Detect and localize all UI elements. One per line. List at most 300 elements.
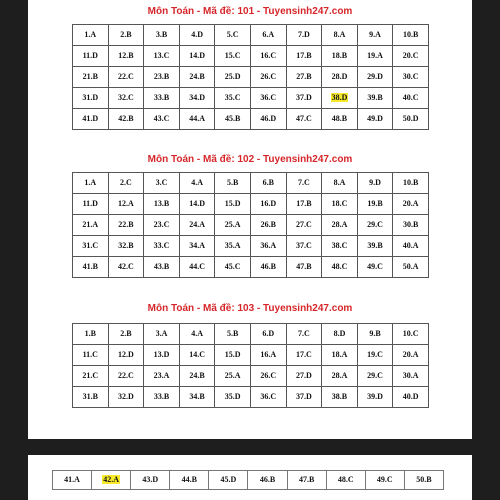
- answer-cell: [108, 67, 144, 88]
- table-row: [73, 67, 429, 88]
- answer-text: 21.A: [82, 220, 99, 229]
- answer-cell: [73, 173, 109, 194]
- answer-text: 37.D: [295, 392, 312, 401]
- answer-text: 20.A: [402, 350, 419, 359]
- answer-text: 46.B: [259, 475, 276, 484]
- answer-text: 10.C: [402, 329, 419, 338]
- answer-text: 32.D: [118, 392, 134, 401]
- answer-cell: [322, 46, 358, 67]
- answer-cell: [73, 194, 109, 215]
- answer-cell: [250, 324, 286, 345]
- answer-cell: [250, 257, 286, 278]
- answer-cell: [250, 109, 286, 130]
- answer-cell: [404, 471, 443, 490]
- answer-cell: [73, 88, 109, 109]
- answer-text: 22.C: [118, 371, 134, 380]
- answer-cell: [287, 471, 326, 490]
- answer-cell: [179, 173, 215, 194]
- answer-cell: [92, 471, 131, 490]
- answer-cell: [179, 324, 215, 345]
- answer-text: 16.C: [260, 51, 277, 60]
- answer-cell: [144, 25, 180, 46]
- answer-cell: [322, 194, 358, 215]
- answer-cell: [357, 324, 393, 345]
- answer-text: 50.B: [416, 475, 432, 484]
- answer-text: 15.C: [224, 51, 241, 60]
- answer-text: 47.B: [296, 262, 312, 271]
- answer-cell: [357, 236, 393, 257]
- answer-cell: [286, 88, 322, 109]
- answer-cell: [179, 236, 215, 257]
- answer-text: 40.D: [402, 392, 419, 401]
- answer-cell: [215, 173, 251, 194]
- answer-cell: [393, 173, 429, 194]
- answer-text: 18.A: [331, 350, 348, 359]
- answer-text: 33.B: [153, 93, 170, 102]
- answer-cell: [215, 25, 251, 46]
- answer-cell: [322, 67, 358, 88]
- answer-text: 11.D: [82, 51, 98, 60]
- answer-cell: [215, 345, 251, 366]
- answer-text: 39.B: [367, 93, 383, 102]
- answer-cell: [179, 67, 215, 88]
- answer-text: 1.A: [84, 178, 97, 187]
- answer-text: 42.B: [118, 114, 134, 123]
- answer-cell: [73, 109, 109, 130]
- answer-text: 1.A: [84, 30, 97, 39]
- answer-cell: [73, 67, 109, 88]
- answer-text: 32.C: [118, 93, 134, 102]
- answer-text: 48.C: [331, 262, 348, 271]
- answer-cell: [108, 366, 144, 387]
- answer-cell: [215, 46, 251, 67]
- table-row: [53, 471, 444, 490]
- answer-cell: [250, 194, 286, 215]
- answer-text: 50.D: [402, 114, 419, 123]
- answer-cell: [357, 345, 393, 366]
- answer-table-partial: [52, 470, 444, 490]
- answer-cell: [108, 194, 144, 215]
- answer-text: 41.D: [82, 114, 99, 123]
- answer-text: 43.B: [153, 262, 170, 271]
- answer-text: 27.D: [295, 371, 312, 380]
- answer-text: 23.B: [153, 72, 170, 81]
- answer-cell: [215, 324, 251, 345]
- answer-text: 8.A: [333, 30, 346, 39]
- answer-cell: [393, 67, 429, 88]
- answer-cell: [73, 257, 109, 278]
- answer-text: 7.C: [297, 329, 310, 338]
- answer-cell: [393, 194, 429, 215]
- answer-cell: [179, 88, 215, 109]
- answer-text: 28.A: [331, 371, 348, 380]
- table-row: [73, 236, 429, 257]
- answer-text: 37.D: [295, 93, 312, 102]
- answer-cell: [393, 366, 429, 387]
- answer-cell: [144, 109, 180, 130]
- answer-text: 11.C: [82, 350, 98, 359]
- answer-cell: [322, 324, 358, 345]
- table-row: [73, 194, 429, 215]
- answer-cell: [108, 215, 144, 236]
- answer-cell: [250, 366, 286, 387]
- code-102-title: Môn Toán - Mã đề: 102 - Tuyensinh247.com: [147, 154, 353, 165]
- answer-text: 16.A: [260, 350, 277, 359]
- answer-text: 10.B: [403, 30, 419, 39]
- answer-text: 6.D: [262, 329, 275, 338]
- answer-cell: [144, 236, 180, 257]
- answer-cell: [179, 257, 215, 278]
- answer-cell: [73, 25, 109, 46]
- answer-cell: [357, 194, 393, 215]
- answer-cell: [286, 194, 322, 215]
- answer-text: 21.C: [82, 371, 99, 380]
- answer-cell: [209, 471, 248, 490]
- answer-text: 11.D: [82, 199, 98, 208]
- answer-cell: [286, 324, 322, 345]
- answer-cell: [322, 25, 358, 46]
- answer-text: 16.D: [260, 199, 277, 208]
- answer-cell: [108, 88, 144, 109]
- answer-cell: [73, 236, 109, 257]
- answer-text: 2.B: [120, 30, 132, 39]
- answer-text: 27.C: [295, 220, 312, 229]
- answer-cell: [322, 345, 358, 366]
- answer-text: 24.A: [189, 220, 205, 229]
- table-row: [73, 173, 429, 194]
- answer-cell: [215, 387, 251, 408]
- answer-cell: [357, 215, 393, 236]
- answer-cell: [215, 215, 251, 236]
- answer-text: 46.B: [260, 262, 276, 271]
- answer-text: 45.B: [225, 114, 241, 123]
- answer-text: 18.C: [331, 199, 348, 208]
- answer-text: 12.A: [118, 199, 134, 208]
- answer-cell: [250, 46, 286, 67]
- answer-cell: [215, 366, 251, 387]
- answer-table-103: [72, 323, 429, 408]
- answer-text: 36.C: [260, 93, 277, 102]
- answer-cell: [357, 88, 393, 109]
- answer-text: 19.C: [367, 350, 383, 359]
- answer-cell: [215, 88, 251, 109]
- answer-text: 43.D: [142, 475, 159, 484]
- answer-text: 14.D: [189, 199, 205, 208]
- answer-cell: [286, 25, 322, 46]
- answer-cell: [286, 257, 322, 278]
- answer-cell: [322, 366, 358, 387]
- answer-cell: [73, 215, 109, 236]
- answer-text: 8.A: [333, 178, 346, 187]
- answer-text: 31.B: [82, 392, 98, 401]
- answer-cell: [215, 67, 251, 88]
- answer-text: 33.B: [153, 392, 170, 401]
- answer-text: 24.B: [189, 371, 205, 380]
- answer-text: 35.A: [224, 241, 241, 250]
- answer-cell: [144, 215, 180, 236]
- table-row: [73, 387, 429, 408]
- answer-text: 42.C: [118, 262, 134, 271]
- answer-text: 48.C: [337, 475, 354, 484]
- answer-text: 30.C: [402, 72, 419, 81]
- answer-cell: [393, 46, 429, 67]
- answer-text: 49.D: [367, 114, 383, 123]
- answer-cell: [357, 257, 393, 278]
- answer-text: 4.D: [191, 30, 203, 39]
- answer-cell: [144, 324, 180, 345]
- answer-text: 45.D: [220, 475, 237, 484]
- answer-cell: [73, 324, 109, 345]
- answer-text: 32.B: [118, 241, 134, 250]
- answer-cell: [215, 194, 251, 215]
- answer-text: 25.D: [224, 72, 241, 81]
- answer-text: 5.C: [226, 30, 239, 39]
- answer-cell: [393, 345, 429, 366]
- table-row: [73, 215, 429, 236]
- answer-table-101: [72, 24, 429, 130]
- answer-text: 49.C: [367, 262, 383, 271]
- answer-cell: [326, 471, 365, 490]
- answer-cell: [108, 387, 144, 408]
- answer-text: 31.C: [82, 241, 99, 250]
- answer-cell: [322, 109, 358, 130]
- answer-text: 44.B: [181, 475, 197, 484]
- answer-text: 48.B: [331, 114, 348, 123]
- answer-text: 30.A: [402, 371, 419, 380]
- answer-text: 44.A: [189, 114, 205, 123]
- answer-text: 43.C: [153, 114, 170, 123]
- answer-text: 29.C: [367, 371, 383, 380]
- answer-text: 6.A: [262, 30, 275, 39]
- answer-text: 23.C: [153, 220, 170, 229]
- answer-text: 7.C: [297, 178, 310, 187]
- answer-text: 20.A: [402, 199, 419, 208]
- answer-cell: [393, 25, 429, 46]
- answer-text: 22.C: [118, 72, 134, 81]
- answer-text: 33.C: [153, 241, 170, 250]
- answer-cell: [179, 194, 215, 215]
- answer-text: 39.D: [367, 392, 383, 401]
- answer-cell: [108, 236, 144, 257]
- answer-cell: [393, 109, 429, 130]
- answer-text: 40.A: [402, 241, 419, 250]
- answer-text: 22.B: [118, 220, 134, 229]
- answer-cell: [248, 471, 287, 490]
- answer-text: 36.A: [260, 241, 277, 250]
- answer-text: 9.A: [369, 30, 381, 39]
- table-row: [73, 109, 429, 130]
- answer-text: 14.D: [189, 51, 205, 60]
- answer-cell: [250, 215, 286, 236]
- answer-text: 2.B: [120, 329, 132, 338]
- table-row: [73, 25, 429, 46]
- answer-text: 19.B: [367, 199, 383, 208]
- answer-cell: [179, 345, 215, 366]
- answer-cell: [108, 324, 144, 345]
- answer-cell: [286, 67, 322, 88]
- answer-cell: [179, 46, 215, 67]
- answer-text: 34.B: [189, 392, 205, 401]
- table-row: [73, 88, 429, 109]
- answer-text: 21.B: [82, 72, 98, 81]
- answer-text: 17.B: [296, 51, 312, 60]
- answer-text: 34.D: [189, 93, 205, 102]
- answer-cell: [357, 67, 393, 88]
- answer-cell: [108, 173, 144, 194]
- answer-text: 38.D: [331, 93, 348, 102]
- answer-cell: [144, 88, 180, 109]
- answer-cell: [215, 109, 251, 130]
- answer-text: 13.D: [153, 350, 170, 359]
- answer-cell: [108, 46, 144, 67]
- answer-cell: [286, 236, 322, 257]
- answer-cell: [322, 236, 358, 257]
- answer-text: 13.C: [153, 51, 170, 60]
- answer-cell: [131, 471, 170, 490]
- answer-cell: [393, 257, 429, 278]
- answer-text: 20.C: [402, 51, 419, 60]
- answer-cell: [144, 46, 180, 67]
- answer-text: 41.B: [82, 262, 98, 271]
- answer-cell: [144, 387, 180, 408]
- answer-text: 42.A: [103, 475, 120, 484]
- answer-cell: [144, 67, 180, 88]
- answer-cell: [144, 173, 180, 194]
- answer-cell: [357, 173, 393, 194]
- answer-table-102: [72, 172, 429, 278]
- answer-cell: [144, 194, 180, 215]
- code-101-title: Môn Toán - Mã đề: 101 - Tuyensinh247.com: [147, 6, 353, 17]
- answer-cell: [250, 236, 286, 257]
- answer-text: 38.B: [331, 392, 348, 401]
- answer-text: 38.C: [331, 241, 348, 250]
- answer-cell: [170, 471, 209, 490]
- answer-text: 9.D: [369, 178, 381, 187]
- answer-text: 26.B: [260, 220, 276, 229]
- answer-cell: [357, 25, 393, 46]
- answer-cell: [215, 257, 251, 278]
- answer-cell: [322, 88, 358, 109]
- answer-text: 29.D: [367, 72, 383, 81]
- answer-cell: [357, 46, 393, 67]
- answer-text: 39.B: [367, 241, 383, 250]
- answer-text: 14.C: [189, 350, 205, 359]
- answer-cell: [322, 173, 358, 194]
- answer-cell: [393, 387, 429, 408]
- answer-text: 15.D: [224, 350, 241, 359]
- answer-cell: [286, 109, 322, 130]
- answer-cell: [73, 46, 109, 67]
- answer-text: 4.A: [191, 178, 203, 187]
- answer-cell: [250, 88, 286, 109]
- answer-text: 3.B: [155, 30, 168, 39]
- answer-text: 15.D: [224, 199, 241, 208]
- answer-text: 34.A: [189, 241, 205, 250]
- answer-text: 50.A: [402, 262, 419, 271]
- answer-cell: [250, 173, 286, 194]
- code-103-title: Môn Toán - Mã đề: 103 - Tuyensinh247.com: [147, 303, 353, 314]
- answer-cell: [286, 173, 322, 194]
- document-page: [28, 0, 472, 439]
- answer-cell: [250, 25, 286, 46]
- answer-text: 31.D: [82, 93, 99, 102]
- answer-cell: [144, 366, 180, 387]
- answer-text: 27.B: [296, 72, 312, 81]
- answer-text: 17.B: [296, 199, 312, 208]
- answer-text: 3.A: [155, 329, 168, 338]
- answer-text: 37.C: [295, 241, 312, 250]
- answer-text: 1.B: [84, 329, 96, 338]
- answer-text: 5.B: [227, 329, 239, 338]
- answer-text: 44.C: [189, 262, 205, 271]
- answer-cell: [73, 345, 109, 366]
- table-row: [73, 345, 429, 366]
- answer-cell: [322, 257, 358, 278]
- answer-cell: [393, 88, 429, 109]
- answer-cell: [286, 215, 322, 236]
- answer-cell: [357, 109, 393, 130]
- answer-cell: [179, 366, 215, 387]
- table-row: [73, 46, 429, 67]
- answer-text: 25.A: [224, 220, 241, 229]
- answer-text: 35.D: [224, 392, 241, 401]
- answer-cell: [393, 236, 429, 257]
- answer-cell: [322, 215, 358, 236]
- answer-cell: [393, 324, 429, 345]
- answer-text: 3.C: [155, 178, 168, 187]
- answer-text: 12.B: [118, 51, 134, 60]
- answer-cell: [179, 25, 215, 46]
- answer-text: 36.C: [260, 392, 277, 401]
- answer-text: 28.A: [331, 220, 348, 229]
- answer-text: 26.C: [260, 72, 277, 81]
- answer-cell: [286, 345, 322, 366]
- answer-cell: [286, 46, 322, 67]
- answer-text: 12.D: [118, 350, 134, 359]
- next-document-page: [28, 455, 472, 500]
- answer-cell: [286, 366, 322, 387]
- answer-cell: [250, 387, 286, 408]
- answer-cell: [357, 366, 393, 387]
- answer-text: 49.C: [376, 475, 393, 484]
- answer-cell: [215, 236, 251, 257]
- answer-cell: [179, 109, 215, 130]
- table-row: [73, 257, 429, 278]
- answer-cell: [250, 345, 286, 366]
- answer-cell: [393, 215, 429, 236]
- answer-cell: [53, 471, 92, 490]
- answer-text: 35.C: [224, 93, 241, 102]
- answer-cell: [286, 387, 322, 408]
- answer-text: 41.A: [64, 475, 80, 484]
- answer-text: 25.A: [224, 371, 241, 380]
- answer-text: 29.C: [367, 220, 383, 229]
- answer-cell: [144, 345, 180, 366]
- answer-text: 13.B: [153, 199, 170, 208]
- answer-cell: [322, 387, 358, 408]
- answer-cell: [108, 109, 144, 130]
- answer-text: 40.C: [402, 93, 419, 102]
- answer-text: 23.A: [153, 371, 170, 380]
- answer-cell: [365, 471, 404, 490]
- answer-cell: [179, 215, 215, 236]
- answer-text: 8.D: [333, 329, 346, 338]
- answer-text: 28.D: [331, 72, 348, 81]
- answer-cell: [144, 257, 180, 278]
- answer-cell: [179, 387, 215, 408]
- answer-text: 45.C: [224, 262, 241, 271]
- answer-cell: [250, 67, 286, 88]
